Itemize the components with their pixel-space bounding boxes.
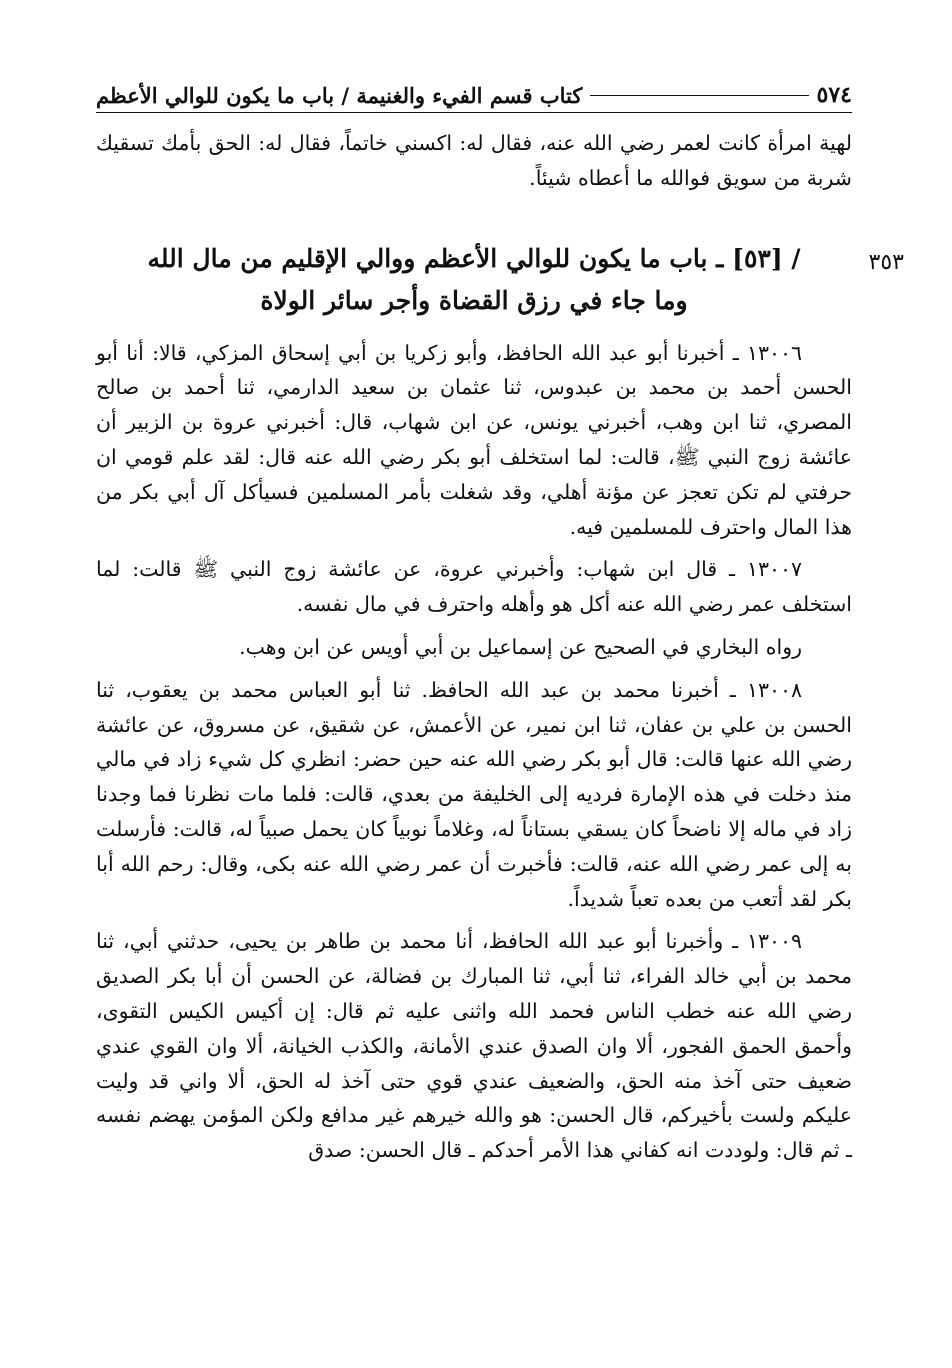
hadith-13006: ١٣٠٠٦ ـ أخبرنا أبو عبد الله الحافظ، وأبو زكريا بن أبي إسحاق المزكي، قالا: أنا أبو الحسن أحمد بن محمد بن عبدوس، ثنا عثمان بن سعيد الدارمي، ثنا أحمد بن صالح المصري، ثنا ابن وهب، أخبرني يونس، عن ابن شهاب، قال: أخبرني عروة بن الزبير أن عائشة زوج النبي ﷺ، قالت: لما استخلف أبو بكر رضي الله عنه قال: لقد علم قومي ان حرفتي لم تكن تعجز عن مؤنة أهلي، وقد شغلت بأمر المسلمين فسيأكل آل أبي بكر من هذا المال واحترف للمسلمين فيه.	[96, 340, 852, 539]
margin-reference-number: ٣٥٣	[868, 250, 904, 275]
paragraph-gap	[96, 665, 852, 673]
hadith-13007: ١٣٠٠٧ ـ قال ابن شهاب: وأخبرني عروة، عن عائشة زوج النبي ﷺ قالت: لما استخلف عمر رضي الله عنه أكل هو وأهله واحترف في مال نفسه.	[96, 557, 852, 617]
page-number: ٥٧٤	[816, 82, 852, 108]
paragraph-gap	[96, 622, 852, 630]
running-title: كتاب قسم الفيء والغنيمة / باب ما يكون للوالي الأعظم	[96, 82, 583, 108]
chapter-heading	[96, 238, 852, 322]
chapter-title-line-2: وما جاء في رزق القضاة وأجر سائر الولاة	[260, 285, 688, 315]
narration-note: رواه البخاري في الصحيح عن إسماعيل بن أبي أويس عن ابن وهب.	[239, 634, 802, 659]
hadith-13009: ١٣٠٠٩ ـ وأخبرنا أبو عبد الله الحافظ، أنا محمد بن طاهر بن يحيى، حدثني أبي، ثنا محمد بن أبي خالد الفراء، ثنا أبي، ثنا المبارك بن فضالة، عن الحسن أن أبا بكر الصديق رضي الله عنه خطب الناس فحمد الله واثنى عليه ثم قال: إن أكيس الكيس التقوى، وأحمق الحمق الفجور، ألا وان الصدق عندي الأمانة، والكذب الخيانة، ألا وان القوي عندي ضعيف حتى آخذ منه الحق، والضعيف عندي قوي حتى آخذ له الحق، ألا واني قد وليت عليكم ولست بأخيركم، قال الحسن: هو والله خيرهم غير مدافع ولكن المؤمن يهضم نفسه ـ ثم قال: ولوددت انه كفاني هذا الأمر أحدكم ـ قال الحسن: صدق	[96, 929, 852, 1163]
hadith-13008: ١٣٠٠٨ ـ أخبرنا محمد بن عبد الله الحافظ. ثنا أبو العباس محمد بن يعقوب، ثنا الحسن بن علي بن عفان، ثنا ابن نمير، عن الأعمش، عن شقيق، عن مسروق، عن عائشة رضي الله عنها قالت: قال أبو بكر رضي الله عنه حين حضر: انظري كل شيء زاد في مالي منذ دخلت في هذه الإمارة فرديه إلى الخليفة من بعدي، قالت: فلما مات نظرنا فما وجدنا زاد في ماله إلا ناضحاً كان يسقي بستاناً له، وغلاماً نوبياً كان يحمل صبياً له، قالت: فأرسلت به إلى عمر رضي الله عنه، قالت: فأخبرت أن عمر رضي الله عنه بكى، وقال: رحم الله أبا بكر لقد أتعب من بعده تعباً شديداً.	[96, 677, 852, 911]
running-header	[96, 78, 852, 113]
page-body	[96, 126, 852, 1168]
paragraph-gap	[96, 544, 852, 552]
paragraph-gap	[96, 916, 852, 924]
continuation-text: لهية امرأة كانت لعمر رضي الله عنه، فقال له: اكسني خاتماً، فقال له: الحق بأمك تسقيك شربة من سويق فوالله ما أعطاه شيئاً.	[96, 131, 852, 190]
header-rule	[590, 95, 808, 96]
chapter-title-line-1: / [٥٣] ـ باب ما يكون للوالي الأعظم ووالي الإقليم من مال الله	[147, 243, 801, 273]
